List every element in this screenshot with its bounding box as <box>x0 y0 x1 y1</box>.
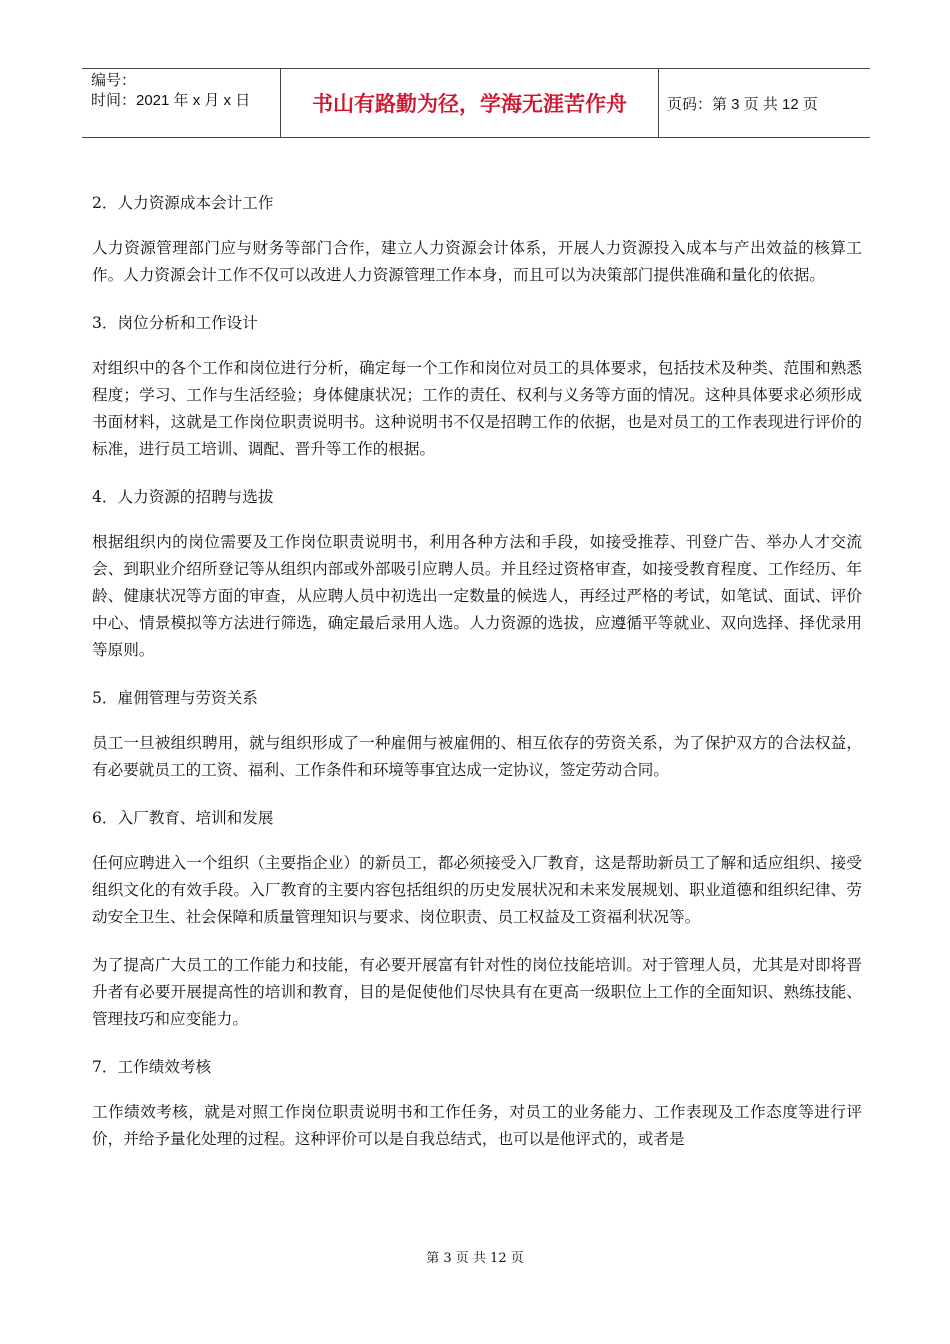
section-6 <box>92 805 862 1033</box>
page-header <box>82 68 870 138</box>
section-paragraph: 任何应聘进入一个组织（主要指企业）的新员工，都必须接受入厂教育，这是帮助新员工了解和适应组织、接受组织文化的有效手段。入厂教育的主要内容包括组织的历史发展状况和未来发展规划、职业道德和组织纪律、劳动安全卫生、社会保障和质量管理知识与要求、岗位职责、员工权益及工资福利状况等。 <box>92 854 862 926</box>
document-number-label: 编号： <box>91 72 137 89</box>
section-heading: 2．人力资源成本会计工作 <box>92 194 274 212</box>
section-4 <box>92 484 862 664</box>
section-heading: 6．入厂教育、培训和发展 <box>92 809 274 827</box>
section-heading: 3．岗位分析和工作设计 <box>92 314 258 332</box>
header-motto: 书山有路勤为径，学海无涯苦作舟 <box>281 69 659 137</box>
section-heading: 5．雇佣管理与劳资关系 <box>92 689 258 707</box>
section-paragraph: 工作绩效考核，就是对照工作岗位职责说明书和工作任务，对员工的业务能力、工作表现及工作态度等进行评价，并给予量化处理的过程。这种评价可以是自我总结式，也可以是他评式的，或者是 <box>92 1103 862 1148</box>
section-paragraph: 为了提高广大员工的工作能力和技能，有必要开展富有针对性的岗位技能培训。对于管理人员，尤其是对即将晋升者有必要开展提高性的培训和教育，目的是促使他们尽快具有在更高一级职位上工作的全面知识、熟练技能、管理技巧和应变能力。 <box>92 956 862 1028</box>
section-5 <box>92 685 862 784</box>
header-meta <box>82 69 281 137</box>
document-body <box>92 190 862 1174</box>
header-page-info: 页码：第 3 页 共 12 页 <box>667 95 818 113</box>
page-footer: 第 3 页 共 12 页 <box>426 1251 524 1266</box>
document-time-label: 时间：2021 年 x 月 x 日 <box>91 92 251 109</box>
section-paragraph: 人力资源管理部门应与财务等部门合作，建立人力资源会计体系，开展人力资源投入成本与产出效益的核算工作。人力资源会计工作不仅可以改进人力资源管理工作本身，而且可以为决策部门提供准确和量化的依据。 <box>92 239 862 284</box>
section-paragraph: 员工一旦被组织聘用，就与组织形成了一种雇佣与被雇佣的、相互依存的劳资关系，为了保护双方的合法权益，有必要就员工的工资、福利、工作条件和环境等事宜达成一定协议，签定劳动合同。 <box>92 734 862 779</box>
section-paragraph: 根据组织内的岗位需要及工作岗位职责说明书，利用各种方法和手段，如接受推荐、刊登广告、举办人才交流会、到职业介绍所登记等从组织内部或外部吸引应聘人员。并且经过资格审查，如接受教育程度、工作经历、年龄、健康状况等方面的审查，从应聘人员中初选出一定数量的候选人，再经过严格的考试，如笔试、面试、评价中心、情景模拟等方法进行筛选，确定最后录用人选。人力资源的选拔，应遵循平等就业、双向选择、择优录用等原则。 <box>92 533 862 659</box>
section-2 <box>92 190 862 289</box>
section-paragraph: 对组织中的各个工作和岗位进行分析，确定每一个工作和岗位对员工的具体要求，包括技术及种类、范围和熟悉程度；学习、工作与生活经验；身体健康状况；工作的责任、权利与义务等方面的情况。这种具体要求必须形成书面材料，这就是工作岗位职责说明书。这种说明书不仅是招聘工作的依据，也是对员工的工作表现进行评价的标准，进行员工培训、调配、晋升等工作的根据。 <box>92 359 862 458</box>
section-heading: 7．工作绩效考核 <box>92 1058 212 1076</box>
section-heading: 4．人力资源的招聘与选拔 <box>92 488 274 506</box>
section-7 <box>92 1054 862 1153</box>
section-3 <box>92 310 862 463</box>
